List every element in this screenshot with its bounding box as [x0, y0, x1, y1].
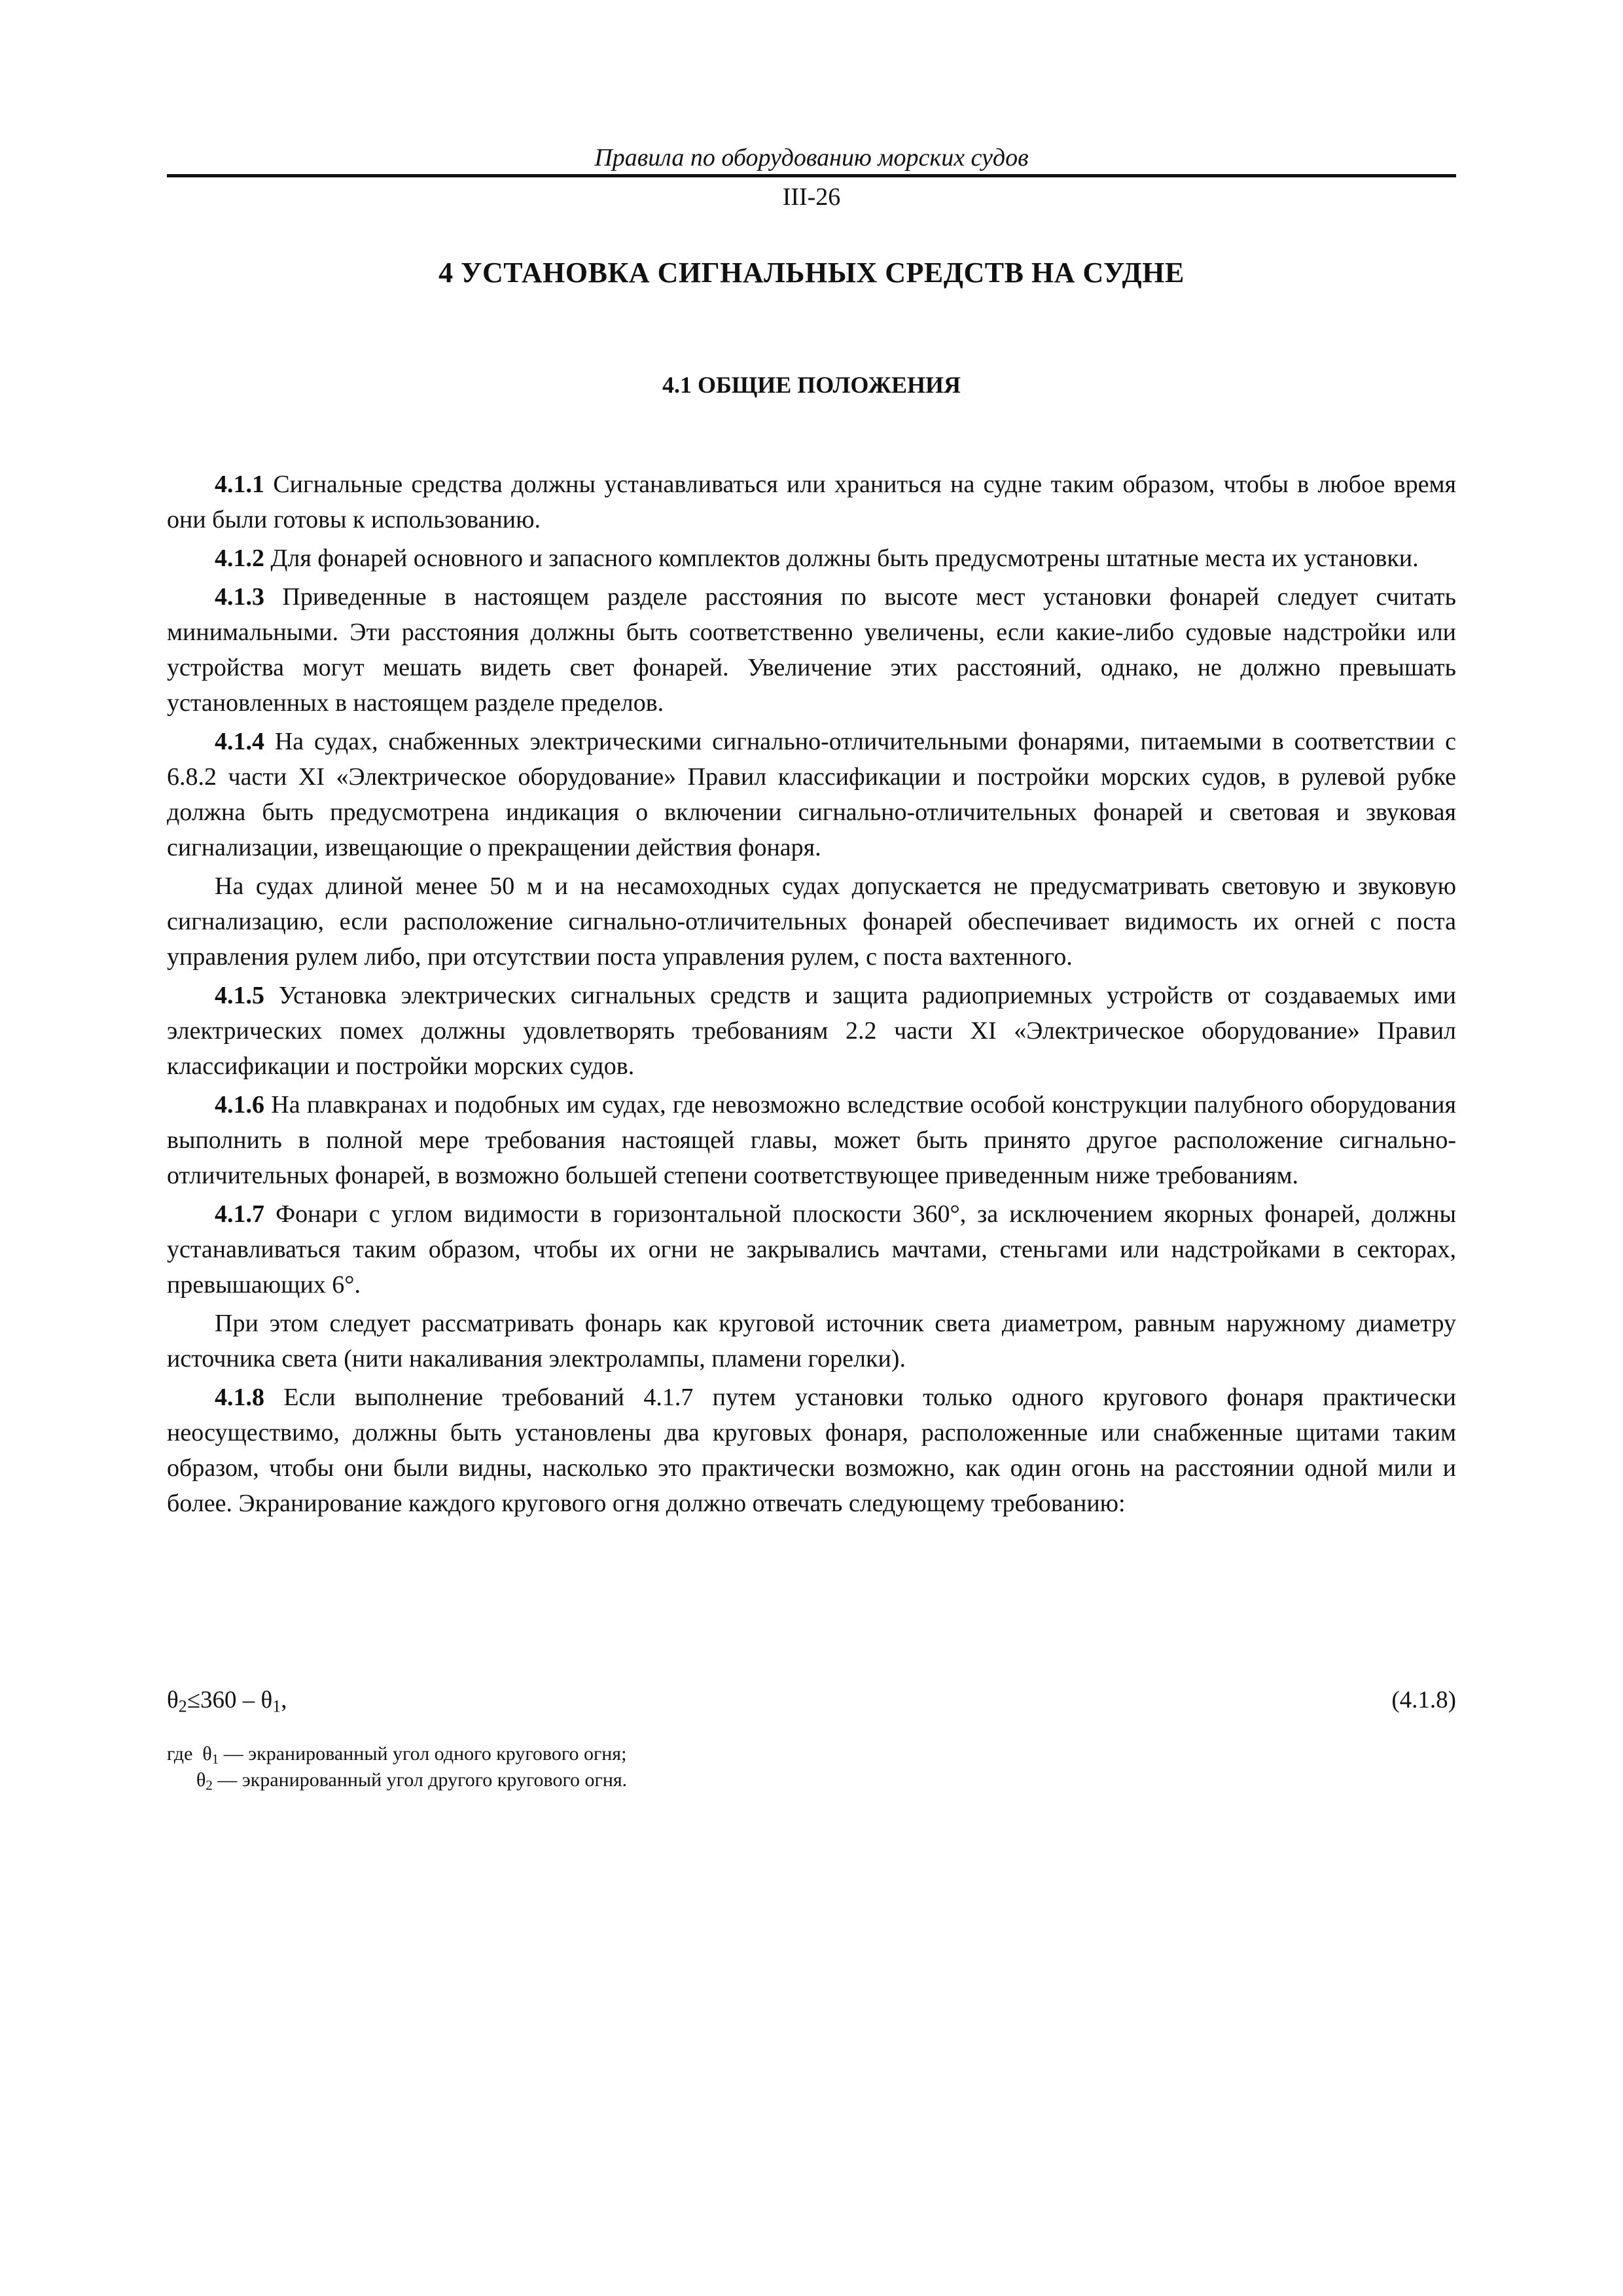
formula-subscript: 2 [178, 1696, 187, 1716]
formula-row [167, 1682, 1456, 1719]
clause-number: 4.1.1 [215, 471, 264, 498]
paragraph-4-1-4 [167, 724, 1456, 865]
formula-theta: θ [260, 1687, 273, 1713]
legend-where: где [167, 1743, 193, 1765]
header-rule [167, 174, 1456, 177]
clause-number: 4.1.3 [215, 583, 264, 611]
paragraph-4-1-8 [167, 1380, 1456, 1521]
paragraph-text: Установка электрических сигнальных средств и защита радиоприемных устройств от создаваемых ими электрических помех должны удовлетворять требованиям 2.2 части XI «Электрическое оборудование» Правил классификации и постройки морских судов. [167, 982, 1456, 1080]
clause-number: 4.1.6 [215, 1091, 264, 1119]
paragraph-4-1-4-continued [167, 869, 1456, 975]
equation-number: (4.1.8) [1391, 1687, 1456, 1713]
clause-number: 4.1.7 [215, 1200, 264, 1228]
paragraph-text: На судах длиной менее 50 м и на несамоходных судах допускается не предусматривать световую и звуковую сигнализацию, если расположение сигнально-отличительных фонарей обеспечивает видимость их огней с поста управления рулем либо, при отсутствии поста управления рулем, с поста вахтенного. [167, 872, 1456, 971]
formula-trailing: , [281, 1687, 287, 1713]
formula-4-1-8 [167, 1682, 287, 1719]
paragraph-4-1-7 [167, 1196, 1456, 1302]
paragraph-text: На плавкранах и подобных им судах, где невозможно вследствие особой конструкции палубного оборудования выполнить в полной мере требования настоящей главы, может быть принято другое расположение сигнально-отличительных фонарей, в возможно большей степени соответствующее приведенным ниже требованиям. [167, 1091, 1456, 1189]
page-number: III-26 [782, 183, 841, 211]
legend-theta: θ [202, 1743, 212, 1765]
paragraph-4-1-2 [167, 541, 1456, 576]
legend-desc: — экранированный угол другого кругового огня. [212, 1769, 628, 1791]
body-text [167, 467, 1456, 1524]
paragraph-4-1-7-continued [167, 1306, 1456, 1376]
paragraph-text: Фонари с углом видимости в горизонтальной плоскости 360°, за исключением якорных фонарей, должны устанавливаться таким образом, чтобы их огни не закрывались мачтами, стеньгами или надстройками в секторах, превышающих 6°. [167, 1200, 1456, 1299]
formula-theta: θ [167, 1687, 179, 1713]
paragraph-text: Приведенные в настоящем разделе расстояния по высоте мест установки фонарей следует считать минимальными. Эти расстояния должны быть соответственно увеличены, если какие-либо судовые надстройки или устройства могут мешать видеть свет фонарей. Увеличение этих расстояний, однако, не должно превышать установленных в настоящем разделе пределов. [167, 583, 1456, 717]
clause-number: 4.1.4 [215, 728, 264, 755]
formula-relation: ≤360 – [187, 1687, 261, 1713]
legend-theta: θ [196, 1769, 206, 1791]
paragraph-4-1-3 [167, 579, 1456, 721]
formula-legend [167, 1741, 1456, 1793]
clause-number: 4.1.5 [215, 982, 264, 1009]
paragraph-4-1-6 [167, 1087, 1456, 1193]
chapter-title: 4 УСТАНОВКА СИГНАЛЬНЫХ СРЕДСТВ НА СУДНЕ [438, 257, 1185, 289]
running-header: Правила по оборудованию морских судов [594, 144, 1029, 171]
paragraph-text: При этом следует рассматривать фонарь как круговой источник света диаметром, равным наружному диаметру источника света (нити накаливания электролампы, пламени горелки). [167, 1310, 1456, 1372]
paragraph-text: На судах, снабженных электрическими сигнально-отличительными фонарями, питаемыми в соответствии с 6.8.2 части XI «Электрическое оборудование» Правил классификации и постройки морских судов, в рулевой рубке должна быть предусмотрена индикация о включении сигнально-отличительных фонарей и световая и звуковая сигнализации, извещающие о прекращении действия фонаря. [167, 728, 1456, 861]
clause-number: 4.1.2 [215, 545, 264, 572]
paragraph-text: Для фонарей основного и запасного комплектов должны быть предусмотрены штатные места их установки. [264, 545, 1419, 572]
paragraph-text: Если выполнение требований 4.1.7 путем установки только одного кругового фонаря практически неосуществимо, должны быть установлены два круговых фонаря, расположенные или снабженные щитами таким образом, чтобы они были видны, насколько это практически возможно, как один огонь на расстоянии одной мили и более. Экранирование каждого кругового огня должно отвечать следующему требованию: [167, 1384, 1456, 1517]
section-title: 4.1 ОБЩИЕ ПОЛОЖЕНИЯ [662, 372, 961, 398]
legend-line-theta1 [167, 1741, 1456, 1767]
paragraph-text: Сигнальные средства должны устанавливаться или храниться на судне таким образом, чтобы в любое время они были готовы к использованию. [167, 471, 1456, 533]
formula-subscript: 1 [272, 1696, 281, 1716]
legend-desc: — экранированный угол одного кругового огня; [219, 1743, 627, 1765]
paragraph-4-1-1 [167, 467, 1456, 537]
legend-line-theta2 [167, 1767, 1456, 1793]
clause-number: 4.1.8 [215, 1384, 264, 1411]
paragraph-4-1-5 [167, 978, 1456, 1084]
legend-subscript: 2 [205, 1777, 213, 1793]
legend-subscript: 1 [211, 1751, 219, 1767]
